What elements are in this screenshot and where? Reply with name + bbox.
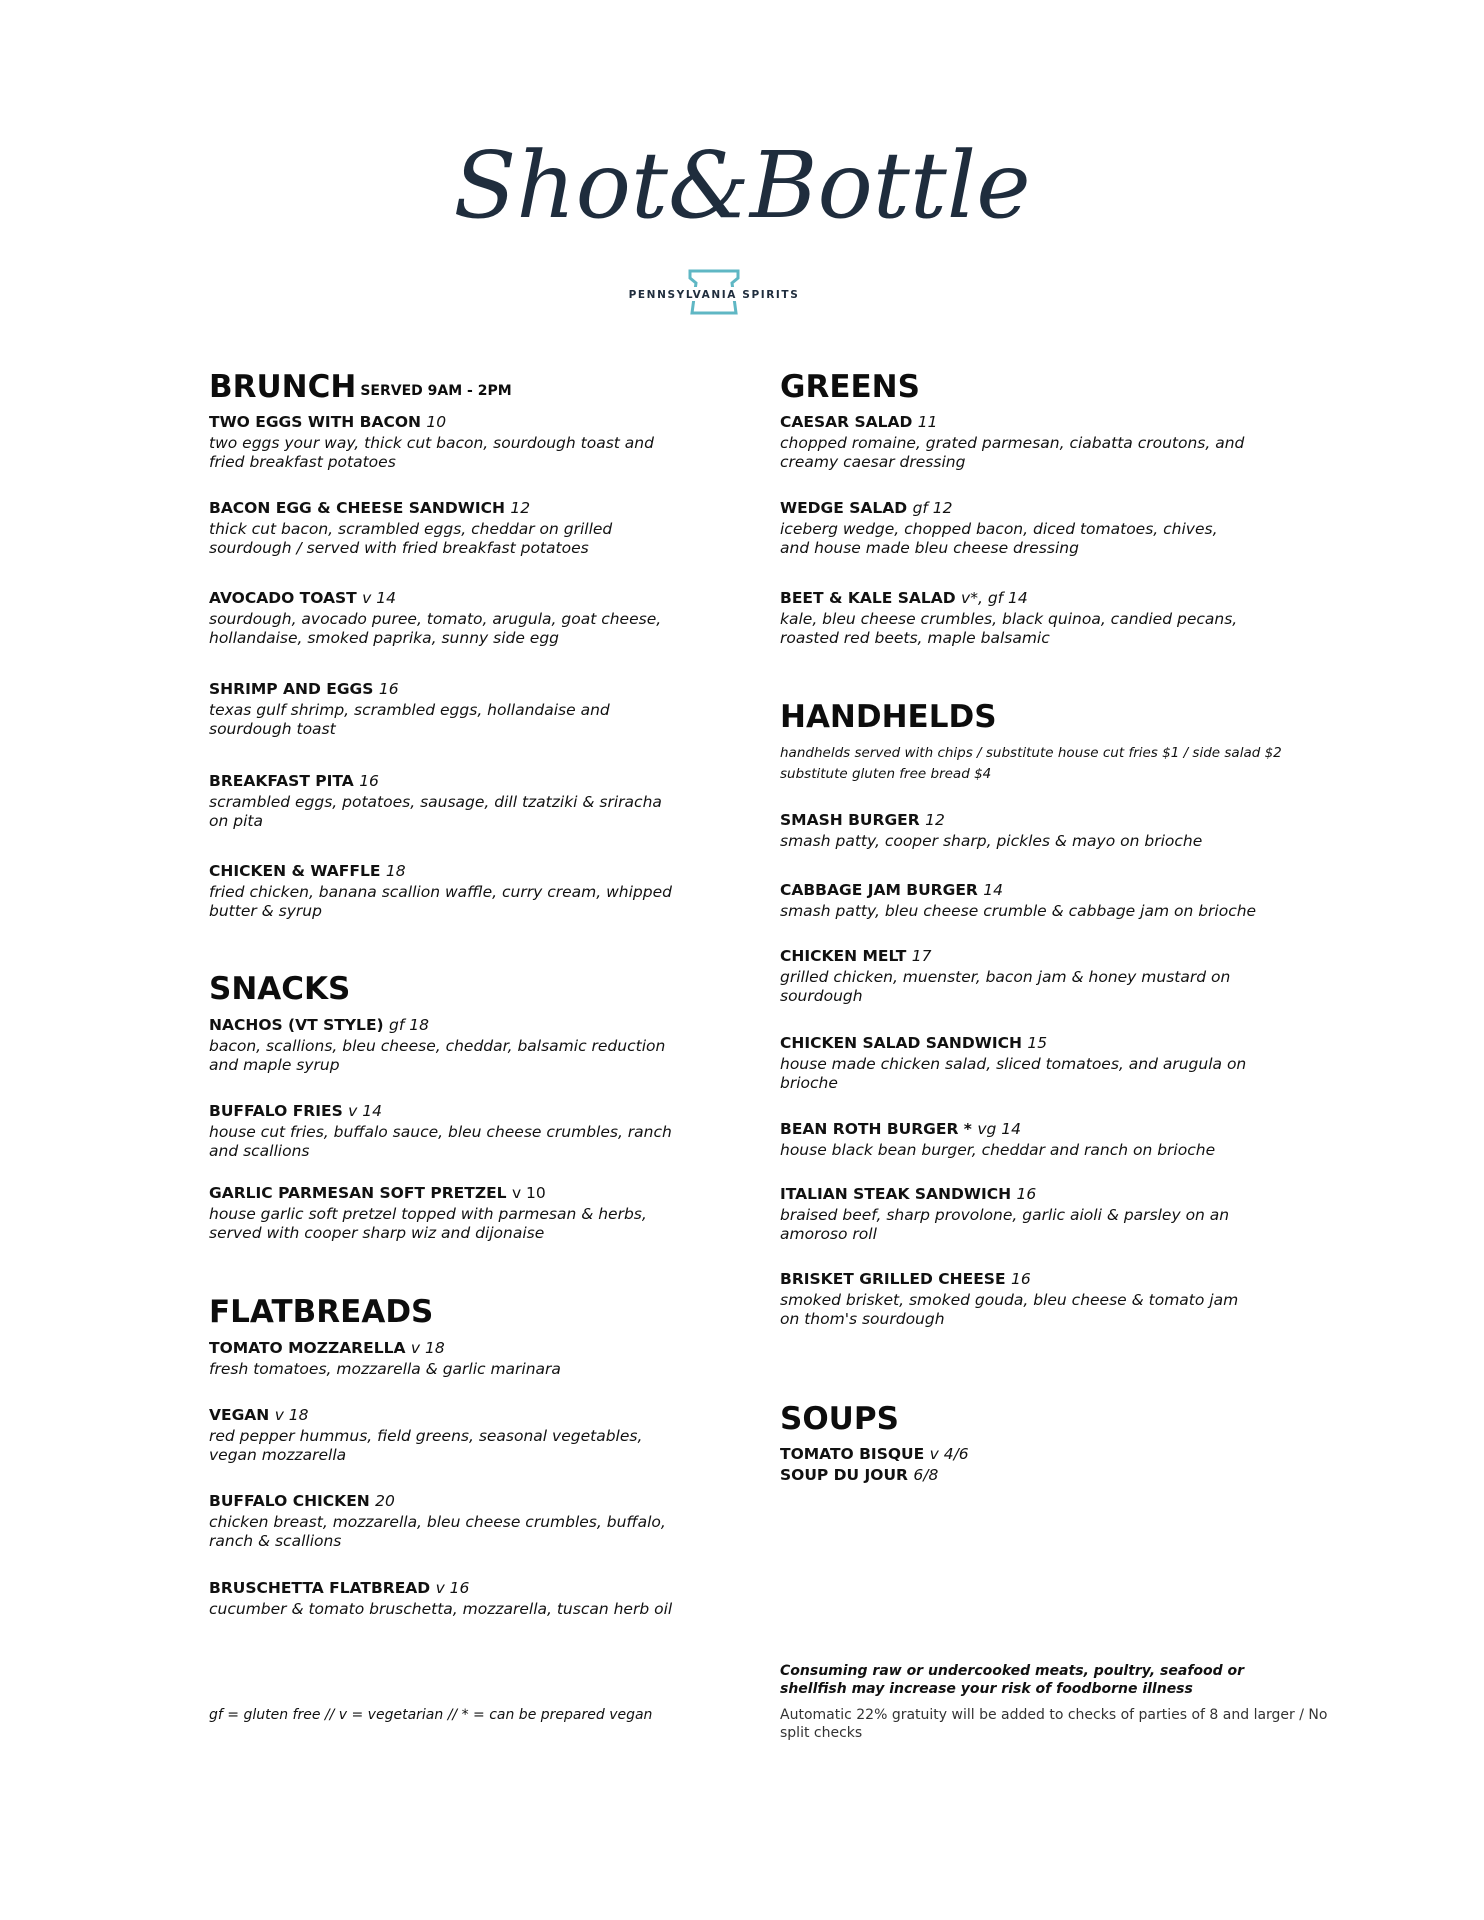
handhelds-section: [780, 698, 1250, 736]
soups-title: SOUPS: [780, 1401, 899, 1437]
gratuity-notice: Automatic 22% gratuity will be added to checks of parties of 8 and larger / No split checks: [780, 1707, 1328, 1741]
menu-item: BEET & KALE SALAD v*, gf 14 kale, bleu cheese crumbles, black quinoa, candied pecans, roasted red beets, maple balsamic: [780, 589, 1238, 647]
snacks-section: [209, 970, 679, 1008]
menu-item: BUFFALO CHICKEN 20 chicken breast, mozzarella, bleu cheese crumbles, buffalo, ranch & scallions: [209, 1492, 666, 1550]
menu-item: TOMATO MOZZARELLA v 18 fresh tomatoes, mozzarella & garlic marinara: [209, 1339, 561, 1378]
menu-item: AVOCADO TOAST v 14 sourdough, avocado puree, tomato, arugula, goat cheese, hollandaise, smoked paprika, sunny side egg: [209, 589, 662, 647]
menu-item: CABBAGE JAM BURGER 14 smash patty, bleu cheese crumble & cabbage jam on brioche: [780, 881, 1257, 920]
snacks-title: SNACKS: [209, 971, 351, 1007]
menu-item: BRISKET GRILLED CHEESE 16 smoked brisket, smoked gouda, bleu cheese & tomato jam on thom's sourdough: [780, 1270, 1239, 1328]
brunch-section: [209, 368, 679, 410]
menu-item: BEAN ROTH BURGER * vg 14 house black bean burger, cheddar and ranch on brioche: [780, 1120, 1216, 1159]
menu-item: SMASH BURGER 12 smash patty, cooper sharp, pickles & mayo on brioche: [780, 811, 1203, 850]
menu-item: VEGAN v 18 red pepper hummus, field greens, seasonal vegetables, vegan mozzarella: [209, 1406, 643, 1464]
menu-item: SHRIMP AND EGGS 16 texas gulf shrimp, scrambled eggs, hollandaise and sourdough toast: [209, 680, 610, 738]
menu-item: CHICKEN MELT 17 grilled chicken, muenster, bacon jam & honey mustard on sourdough: [780, 947, 1231, 1005]
menu-item: WEDGE SALAD gf 12 iceberg wedge, chopped bacon, diced tomatoes, chives, and house made bleu cheese dressing: [780, 499, 1218, 557]
right-column: [780, 0, 1360, 1920]
logo-wordmark: Shot&Bottle: [453, 132, 1031, 239]
dietary-legend: gf = gluten free // v = vegetarian // * = can be prepared vegan: [209, 1707, 653, 1723]
greens-title: GREENS: [780, 369, 920, 405]
flatbreads-section: [209, 1293, 679, 1331]
logo-tagline: PENNSYLVANIA SPIRITS: [628, 289, 800, 301]
menu-item: TOMATO BISQUE v 4/6: [780, 1445, 969, 1463]
menu-item: TWO EGGS WITH BACON 10 two eggs your way, thick cut bacon, sourdough toast and fried breakfast potatoes: [209, 413, 654, 471]
menu-item: CHICKEN & WAFFLE 18 fried chicken, banana scallion waffle, curry cream, whipped butter & syrup: [209, 862, 672, 920]
menu-item: NACHOS (VT STYLE) gf 18 bacon, scallions, bleu cheese, cheddar, balsamic reduction and maple syrup: [209, 1016, 666, 1074]
menu-item: GARLIC PARMESAN SOFT PRETZEL v 10 house garlic soft pretzel topped with parmesan & herbs, served with cooper sharp wiz and dijonaise: [209, 1184, 647, 1242]
handhelds-note: handhelds served with chips / substitute house cut fries $1 / side salad $2 substitute gluten free bread $4: [780, 745, 1282, 782]
menu-item: BUFFALO FRIES v 14 house cut fries, buffalo sauce, bleu cheese crumbles, ranch and scallions: [209, 1102, 672, 1160]
menu-item: BREAKFAST PITA 16 scrambled eggs, potatoes, sausage, dill tzatziki & sriracha on pita: [209, 772, 662, 830]
handhelds-title: HANDHELDS: [780, 699, 997, 735]
menu-item: BRUSCHETTA FLATBREAD v 16 cucumber & tomato bruschetta, mozzarella, tuscan herb oil: [209, 1579, 673, 1618]
menu-item: BACON EGG & CHEESE SANDWICH 12 thick cut bacon, scrambled eggs, cheddar on grilled sourdough / served with fried breakfast potatoes: [209, 499, 613, 557]
menu-item: CAESAR SALAD 11 chopped romaine, grated parmesan, ciabatta croutons, and creamy caesar dressing: [780, 413, 1245, 471]
flatbreads-title: FLATBREADS: [209, 1294, 434, 1330]
left-column: [209, 0, 689, 1920]
greens-section: [780, 368, 1250, 406]
food-safety-warning: Consuming raw or undercooked meats, poultry, seafood or shellfish may increase your risk of foodborne illness: [780, 1663, 1245, 1697]
menu-item: CHICKEN SALAD SANDWICH 15 house made chicken salad, sliced tomatoes, and arugula on brioche: [780, 1034, 1247, 1092]
menu-item: SOUP DU JOUR 6/8: [780, 1466, 939, 1484]
brunch-hours: SERVED 9AM - 2PM: [360, 383, 512, 399]
soups-section: [780, 1400, 1250, 1438]
menu-item: ITALIAN STEAK SANDWICH 16 braised beef, sharp provolone, garlic aioli & parsley on an amoroso roll: [780, 1185, 1230, 1243]
brunch-title: BRUNCH SERVED 9AM - 2PM: [209, 369, 512, 405]
